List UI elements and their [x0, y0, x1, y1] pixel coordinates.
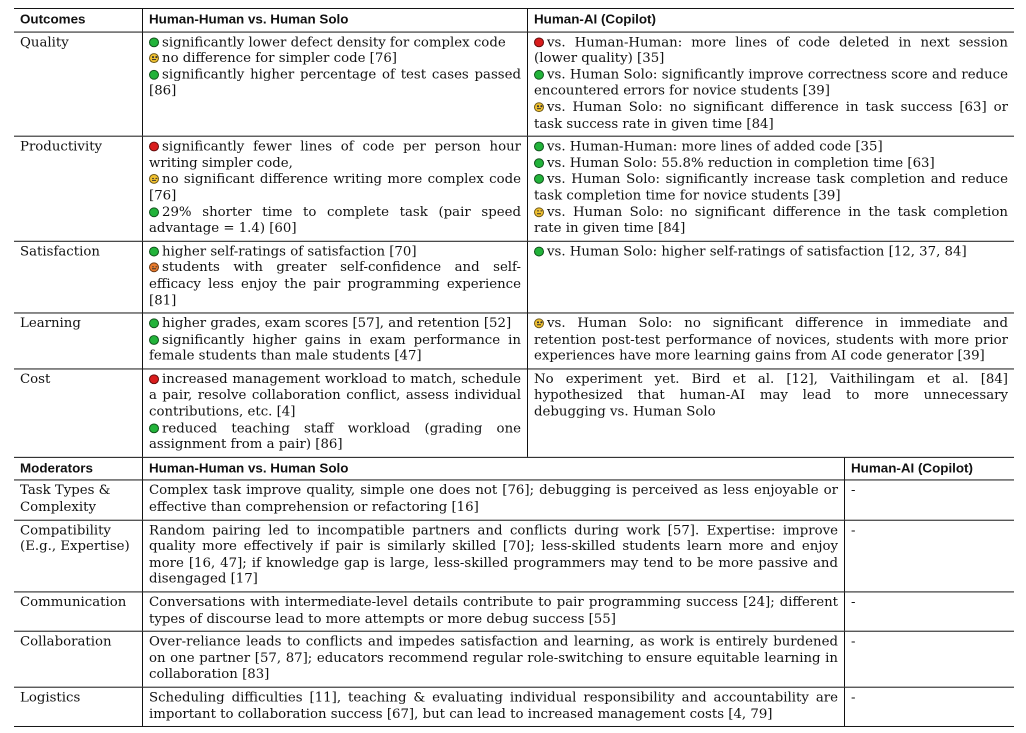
finding-text: higher self-ratings of satisfaction [70]	[162, 244, 417, 260]
moderator-hh-text: Random pairing led to incompatible partners and conflicts during work [57]. Expertise: improve quality more effectively if pair is similarly skilled [70]; less-skilled students learn more and enjoy more [16, 47]; if knowledge gap is large, less-skilled programmers may tend to be more passive and disengaged [17]	[142, 520, 844, 591]
finding-item	[534, 68, 1008, 101]
hh-findings	[142, 137, 527, 241]
finding-text: no significant difference writing more complex code [76]	[149, 172, 521, 204]
finding-text: significantly lower defect density for complex code	[162, 35, 506, 50]
finding-text: vs. Human-Human: more lines of code deleted in next session (lower quality) [35]	[534, 35, 1008, 67]
finding-item	[534, 244, 1008, 260]
positive-smiley-icon	[149, 335, 159, 345]
outcome-label: Cost	[20, 372, 51, 388]
finding-text: No experiment yet. Bird et al. [12], Vaithilingam et al. [84] hypothesized that human-AI may lead to more unnecessary debugging vs. Human Solo	[534, 372, 1008, 420]
negative-smiley-icon	[149, 142, 159, 152]
positive-smiley-icon	[534, 70, 544, 80]
moderator-rows	[14, 481, 1014, 726]
finding-text: vs. Human Solo: 55.8% reduction in completion time [63]	[547, 156, 935, 171]
moderator-hh-text: Complex task improve quality, simple one does not [76]; debugging is perceived as less enjoyable or effective than comprehension or refactoring [16]	[142, 481, 844, 519]
moderator-label: Communication	[20, 595, 127, 611]
finding-text: vs. Human Solo: no significant difference in the task completion rate in given time [84]	[534, 204, 1008, 236]
outcome-label: Satisfaction	[20, 244, 100, 260]
finding-item	[149, 35, 521, 51]
finding-item	[534, 100, 1008, 133]
positive-smiley-icon	[149, 37, 159, 47]
positive-smiley-icon	[149, 423, 159, 433]
moderators-header: Moderators	[20, 460, 93, 476]
moderator-label: Task Types & Complexity	[20, 483, 111, 515]
moderators-hh-column-header: Human-Human vs. Human Solo	[142, 458, 844, 480]
finding-text: significantly higher gains in exam performance in female students than male students [47]	[149, 332, 521, 364]
finding-item	[534, 156, 1008, 172]
finding-item	[534, 372, 1008, 421]
moderator-hh-text: Conversations with intermediate-level details contribute to pair programming success [24]; different types of discourse lead to more attempts or more debug success [55]	[142, 592, 844, 630]
neutral-smiley-icon	[534, 207, 544, 217]
outcome-row	[14, 314, 1014, 369]
moderator-label: Compatibility (E.g., Expertise)	[20, 523, 130, 555]
outcomes-header: Outcomes	[20, 11, 86, 27]
moderator-ai-text: -	[844, 481, 1014, 519]
ai-findings	[527, 137, 1014, 241]
finding-text: vs. Human-Human: more lines of added code [35]	[547, 139, 883, 155]
positive-smiley-icon	[149, 207, 159, 217]
ai-findings	[527, 241, 1014, 312]
finding-text: students with greater self-confidence and self-efficacy less enjoy the pair programming experience [81]	[149, 260, 521, 309]
moderator-row	[14, 592, 1014, 630]
finding-text: no difference for simpler code [76]	[162, 51, 397, 67]
neutral-smiley-icon	[534, 102, 544, 112]
hh-findings	[142, 314, 527, 369]
finding-text: significantly fewer lines of code per person hour writing simpler code,	[149, 139, 521, 171]
finding-item	[149, 421, 521, 454]
moderator-label: Logistics	[20, 690, 81, 706]
neutral-smiley-icon	[149, 53, 159, 63]
moderator-hh-text: Scheduling difficulties [11], teaching & evaluating individual responsibility and accountability are important to collaboration success [67], but can lead to increased management costs [4, 79]	[142, 688, 844, 726]
finding-item	[534, 317, 1008, 366]
moderator-ai-text: -	[844, 592, 1014, 630]
finding-item	[534, 35, 1008, 68]
finding-text: vs. Human Solo: no significant difference in immediate and retention post-test performance of novices, students with more prior experiences have more learning gains from AI code generator [39]	[534, 316, 1008, 364]
finding-item	[149, 317, 521, 333]
finding-item	[149, 261, 521, 310]
outcomes-header-row	[14, 9, 1014, 31]
moderator-ai-text: -	[844, 688, 1014, 726]
outcome-row	[14, 241, 1014, 312]
finding-item	[149, 372, 521, 421]
ai-column-header: Human-AI (Copilot)	[527, 9, 1014, 31]
finding-text: vs. Human Solo: no significant difference in task success [63] or task success rate in given time [84]	[534, 100, 1008, 132]
finding-item	[149, 205, 521, 238]
outcome-label: Learning	[20, 316, 81, 332]
positive-smiley-icon	[534, 142, 544, 152]
finding-item	[534, 140, 1008, 156]
moderator-row	[14, 520, 1014, 591]
outcome-row	[14, 137, 1014, 241]
moderators-header-row	[14, 458, 1014, 480]
outcome-row	[14, 369, 1014, 456]
finding-item	[149, 51, 521, 67]
positive-smiley-icon	[149, 246, 159, 256]
neutral-smiley-icon	[534, 318, 544, 328]
finding-text: vs. Human Solo: significantly improve correctness score and reduce encountered errors for novice students [39]	[534, 67, 1008, 99]
negative-smiley-icon	[534, 37, 544, 47]
moderators-ai-column-header: Human-AI (Copilot)	[844, 458, 1014, 480]
positive-smiley-icon	[534, 174, 544, 184]
moderator-row	[14, 688, 1014, 726]
moderator-ai-text: -	[844, 520, 1014, 591]
finding-text: vs. Human Solo: significantly increase task completion and reduce task completion time for novice students [39]	[534, 172, 1008, 204]
positive-smiley-icon	[149, 318, 159, 328]
finding-item	[149, 333, 521, 366]
moderator-ai-text: -	[844, 632, 1014, 687]
finding-text: 29% shorter time to complete task (pair speed advantage = 1.4) [60]	[149, 204, 521, 236]
hh-findings	[142, 241, 527, 312]
outcome-label: Quality	[20, 35, 69, 50]
finding-item	[534, 205, 1008, 238]
mixed-smiley-icon	[149, 263, 159, 273]
finding-text: increased management workload to match, schedule a pair, resolve collaboration conflict, assess individual contributions, etc. [4]	[149, 372, 521, 420]
finding-item	[149, 140, 521, 173]
moderator-row	[14, 481, 1014, 519]
moderator-label: Collaboration	[20, 634, 112, 650]
hh-findings	[142, 32, 527, 136]
ai-findings	[527, 32, 1014, 136]
ai-findings	[527, 314, 1014, 369]
moderator-row	[14, 632, 1014, 687]
moderator-hh-text: Over-reliance leads to conflicts and impedes satisfaction and learning, as work is entirely burdened on one partner [57, 87]; educators recommend regular role-switching to ensure equitable learning in collaboration [83]	[142, 632, 844, 687]
hh-findings	[142, 369, 527, 456]
finding-item	[149, 244, 521, 260]
positive-smiley-icon	[534, 246, 544, 256]
finding-item	[534, 172, 1008, 205]
outcome-row	[14, 32, 1014, 136]
finding-item	[149, 172, 521, 205]
finding-text: reduced teaching staff workload (grading one assignment from a pair) [86]	[149, 421, 521, 453]
positive-smiley-icon	[149, 70, 159, 80]
finding-text: vs. Human Solo: higher self-ratings of satisfaction [12, 37, 84]	[547, 244, 967, 260]
outcome-label: Productivity	[20, 139, 103, 155]
outcome-rows	[14, 32, 1014, 457]
comparison-table	[14, 8, 1014, 727]
finding-text: higher grades, exam scores [57], and retention [52]	[162, 316, 512, 332]
positive-smiley-icon	[534, 158, 544, 168]
hh-column-header: Human-Human vs. Human Solo	[142, 9, 527, 31]
ai-findings	[527, 369, 1014, 456]
neutral-smiley-icon	[149, 174, 159, 184]
finding-item	[149, 68, 521, 101]
finding-text: significantly higher percentage of test cases passed [86]	[149, 67, 521, 99]
negative-smiley-icon	[149, 374, 159, 384]
